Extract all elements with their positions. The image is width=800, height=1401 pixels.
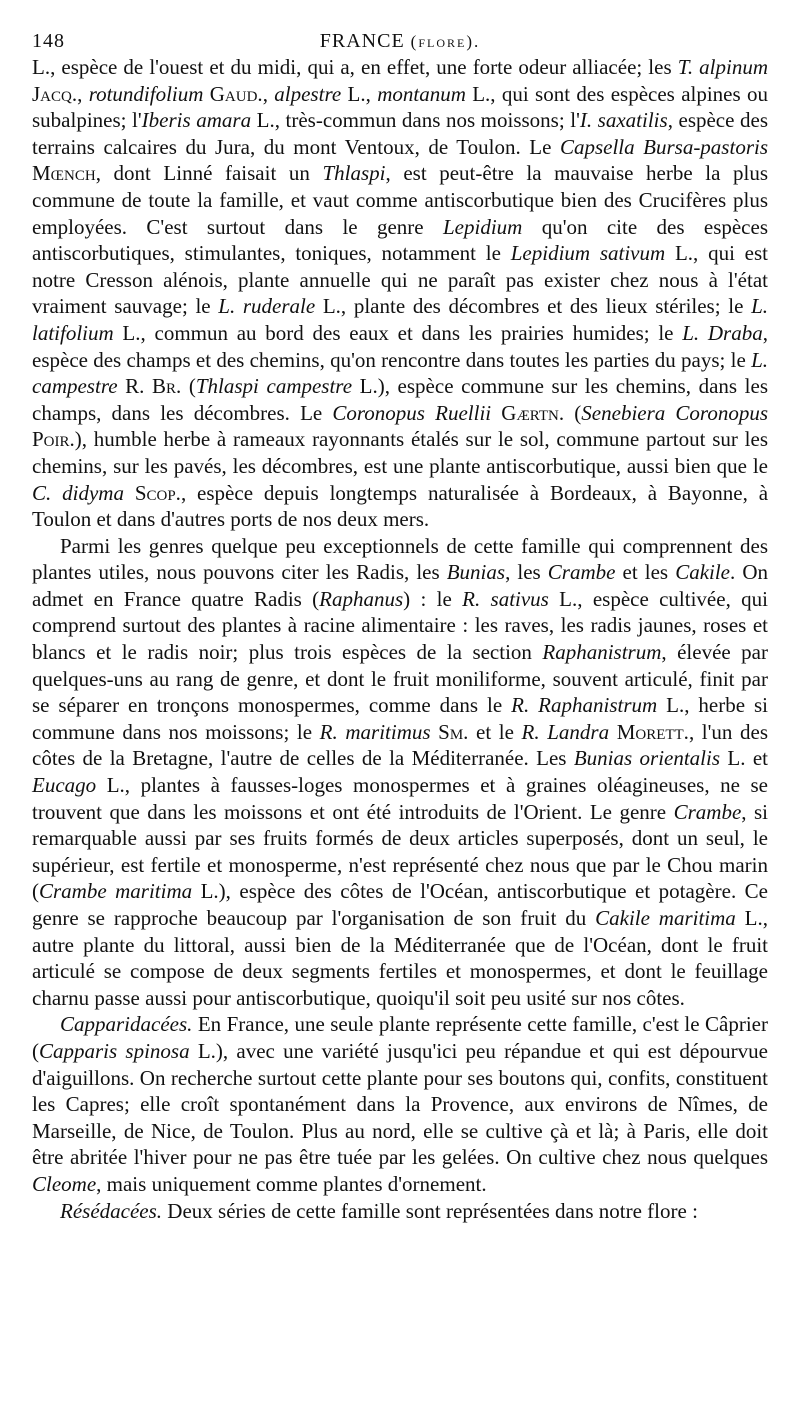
paragraph-4 [32, 1198, 768, 1225]
text-run: L., très-commun dans nos moissons; l' [251, 108, 580, 133]
italic-term: L. campestre [32, 347, 768, 399]
italic-term: rotundifolium [88, 81, 204, 106]
text-run: ) : le [403, 586, 463, 611]
italic-term: Iberis amara [141, 108, 252, 133]
author-abbrev: Gærtn. [501, 400, 565, 425]
italic-term: Crambe maritima [39, 879, 193, 904]
text-run: ), humble herbe à rameaux rayonnants étalés sur le sol, commune partout sur les chemins, sur les pavés, les décombres, est une plante antiscorbutique, aussi bien que le [32, 427, 768, 478]
italic-term: Cleome [32, 1171, 97, 1196]
italic-term: Bunias [446, 560, 506, 585]
italic-term: Crambe [547, 560, 616, 585]
text-run: L., herbe si commune dans nos moissons; le [32, 693, 768, 744]
text-run [431, 720, 439, 744]
italic-term: T. alpinum [677, 55, 768, 79]
text-run: L., [341, 81, 378, 106]
text-run: , mais uniquement comme plantes d'ornement. [96, 1171, 487, 1196]
author-abbrev: Sm. [438, 719, 469, 744]
paragraph-2 [32, 533, 768, 1012]
italic-term: Cakile maritima [595, 906, 736, 930]
text-run: L., autre plante du littoral, aussi bien de la Méditerranée que de l'Océan, dont le fruit articulé se compose de deux segments fertiles et monospermes, et dont le feuillage charnu passe aussi pour antiscorbutique, quoiqu'il soit peu usité sur nos côtes. [32, 906, 768, 1010]
italic-term: Thlaspi campestre [195, 374, 353, 399]
text-run: L., espèce cultivée, qui comprend surtout des plantes à racine alimentaire : les raves, les radis jaunes, roses et blancs et le radis noir; plus trois espèces de la section [32, 586, 768, 665]
italic-term: montanum [377, 81, 466, 106]
italic-term: R. Landra [521, 719, 610, 744]
text-run: L., qui sont des espèces alpines ou subalpines; l' [32, 81, 769, 133]
italic-term: Eucago [32, 773, 97, 798]
author-abbrev: Mœnch [32, 161, 96, 186]
author-abbrev: Jacq. [32, 81, 78, 106]
running-title-main: FRANCE [319, 30, 405, 52]
italic-term: R. Raphanistrum [511, 693, 658, 718]
page-header [32, 18, 768, 54]
text-run: et les [615, 560, 676, 585]
italic-term: Coronopus Ruellii [332, 400, 492, 425]
text-run: , si remarquable aussi par ses fruits formés de deux articles superposés, dont un seul, le supérieur, est fertile et monosperme, n'est représenté chez nous que par le Chou marin ( [32, 799, 768, 904]
italic-term: Senebiera Coronopus [581, 400, 768, 425]
text-run: L.), espèce des côtes de l'Océan, antiscorbutique et potagère. Ce genre se rapproche beaucoup par l'organisation de son fruit du [32, 879, 768, 930]
italic-term: I. saxatilis [579, 108, 668, 133]
italic-term: Crambe [673, 799, 742, 824]
author-abbrev: Morett. [616, 719, 689, 744]
text-run: , [77, 81, 89, 106]
text-run: En France, une seule plante représente cette famille, c'est le Câprier ( [32, 1012, 768, 1063]
italic-term: R. maritimus [319, 719, 431, 744]
italic-term: C. didyma [32, 480, 124, 505]
italic-term: Capparis spinosa [39, 1038, 190, 1063]
text-run: . On admet en France quatre Radis ( [32, 560, 769, 611]
page-body [32, 54, 768, 1224]
text-run: R. [117, 374, 152, 399]
text-run [491, 401, 501, 425]
text-run: , les [505, 560, 548, 585]
italic-term: alpestre [274, 81, 342, 106]
text-run: L., espèce de l'ouest et du midi, qui a, en effet, une forte odeur alliacée; les [32, 55, 678, 79]
book-page [32, 18, 768, 1224]
running-title-sub: (flore). [410, 32, 481, 51]
text-run: , [262, 81, 275, 106]
italic-term: L. Draba [682, 320, 763, 345]
text-run [609, 720, 617, 744]
text-run [124, 481, 135, 505]
text-run: et le [468, 719, 522, 744]
italic-term: Capsella Bursa-pastoris [559, 134, 768, 159]
italic-term: Lepidium sativum [510, 241, 666, 266]
running-title [32, 30, 768, 53]
text-run: , dont Linné faisait un [95, 161, 323, 186]
italic-term: Thlaspi [322, 161, 386, 186]
paragraph-3 [32, 1011, 768, 1197]
italic-term: R. sativus [462, 586, 549, 611]
text-run: qu'on cite des espèces antiscorbutiques, stimulantes, toniques, notamment le [32, 214, 768, 266]
text-run: ( [181, 374, 196, 399]
italic-term: L. ruderale [218, 294, 316, 319]
paragraph-1 [32, 54, 768, 533]
italic-term: Lepidium [442, 214, 523, 239]
author-abbrev: Br. [152, 374, 182, 399]
text-run: , espèce des terrains calcaires du Jura, du mont Ventoux, de Toulon. Le [32, 108, 769, 159]
italic-term: Résédacées. [60, 1198, 163, 1223]
author-abbrev: Poir. [32, 427, 75, 452]
text-run: , l'un des côtes de la Bretagne, l'autre de celles de la Méditerranée. Les [32, 719, 769, 771]
text-run: L.), avec une variété jusqu'ici peu répandue et qui est dépourvue d'aiguillons. On recherche surtout cette plante pour ses boutons qui, confits, constituent les Capres; elle croît spontanément dans la Provence, aux environs de Nîmes, de Marseille, de Nice, de Toulon. Plus au nord, elle se cultive çà et là; à Paris, elle doit être abritée l'hiver pour ne pas être tuée par les gelées. On cultive chez nous quelques [32, 1038, 768, 1170]
italic-term: Cakile [675, 560, 731, 585]
page-number: 148 [32, 30, 65, 52]
text-run: L., commun au bord des eaux et dans les prairies humides; le [113, 320, 683, 345]
italic-term: Raphanus [319, 586, 404, 611]
text-run: L.), espèce commune sur les chemins, dans les champs, dans les décombres. Le [32, 374, 768, 425]
text-run: L., plantes à fausses-loges monospermes et à graines oléagineuses, ne se trouvent que dans les moissons et ont été introduits de l'Orient. Le genre [32, 773, 768, 824]
author-abbrev: Scop. [134, 480, 181, 505]
text-run: , est peut-être la mauvaise herbe la plus commune de toute la famille, et vaut comme antiscorbutique bien des Crucifères plus employées. C'est surtout dans le genre [32, 161, 768, 239]
text-run: ( [564, 400, 582, 425]
text-run: L., qui est notre Cresson alénois, plante annuelle qui ne paraît pas exister chez nous à l'état vraiment sauvage; le [32, 241, 769, 319]
text-run: L., plante des décombres et des lieux stériles; le [315, 294, 752, 319]
italic-term: L. latifolium [32, 294, 768, 345]
text-run: , espèce depuis longtemps naturalisée à Bordeaux, à Bayonne, à Toulon et dans d'autres ports de nos deux mers. [32, 480, 769, 532]
text-run: , espèce des champs et des chemins, qu'on rencontre dans toutes les parties du pays; le [32, 320, 768, 372]
italic-term: Bunias orientalis [573, 746, 721, 771]
author-abbrev: Gaud. [209, 81, 263, 106]
text-run: Parmi les genres quelque peu exceptionnels de cette famille qui comprennent des plantes utiles, nous pouvons citer les Radis, les [32, 533, 768, 585]
text-run: L. et [720, 746, 768, 771]
text-run: Deux séries de cette famille sont représentées dans notre flore : [162, 1198, 698, 1223]
italic-term: Capparidacées. [60, 1012, 193, 1037]
italic-term: Raphanistrum [542, 640, 662, 665]
text-run: , élevée par quelques-uns au rang de genre, et dont le fruit moniliforme, souvent articulé, finit par se séparer en tronçons monospermes, comme dans le [32, 640, 768, 718]
